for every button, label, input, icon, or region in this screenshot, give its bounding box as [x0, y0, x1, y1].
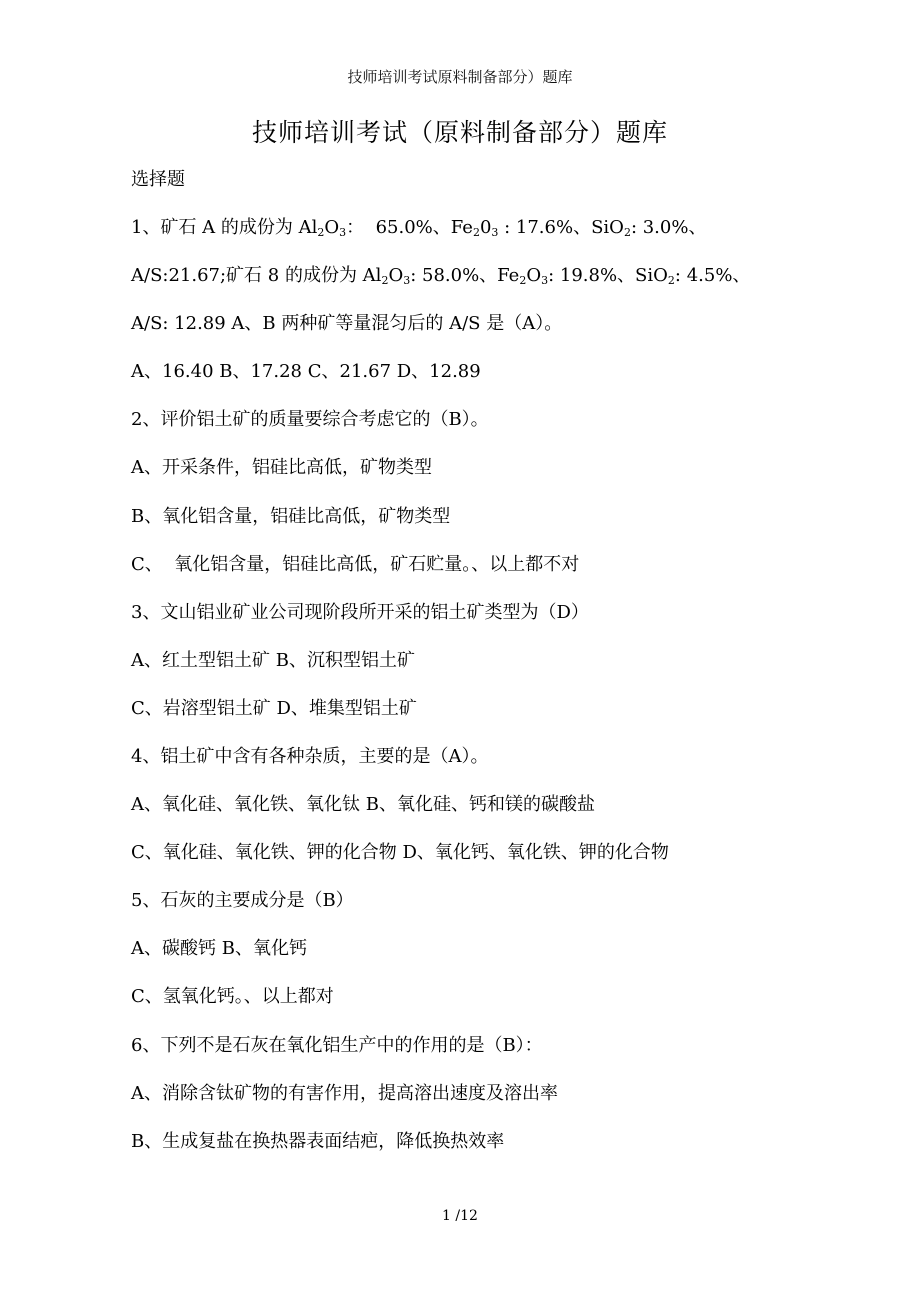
question-1-options: A、16.40 B、17.28 C、21.67 D、12.89	[131, 361, 481, 382]
text-line: A、碳酸钙 B、氧化钙	[131, 938, 307, 959]
text-line: 3、文山铝业矿业公司现阶段所开采的铝土矿类型为（D）	[131, 602, 589, 623]
page-number: 1 /12	[442, 1208, 478, 1224]
text-line: A、氧化硅、氧化铁、氧化钛 B、氧化硅、钙和镁的碳酸盐	[131, 794, 595, 815]
text-line: B、氧化铝含量，铝硅比高低，矿物类型	[131, 506, 451, 527]
text-line: 5、石灰的主要成分是（B）	[131, 890, 354, 911]
question-1-line-3: A/S: 12.89 A、B 两种矿等量混匀后的 A/S 是（A）。	[131, 313, 563, 334]
text-line: C、 氧化铝含量，铝硅比高低，矿石贮量。、以上都不对	[131, 554, 580, 575]
text-line: C、岩溶型铝土矿 D、堆集型铝土矿	[131, 698, 417, 719]
text-line: A、开采条件，铝硅比高低，矿物类型	[131, 457, 432, 478]
text-line: A、红土型铝土矿 B、沉积型铝土矿	[131, 650, 415, 671]
text-line: 2、评价铝土矿的质量要综合考虑它的（B）。	[131, 409, 489, 430]
text-line: C、氢氧化钙。、以上都对	[131, 986, 334, 1007]
document-title: 技师培训考试（原料制备部分）题库	[251, 118, 668, 147]
text-line: B、生成复盐在换热器表面结疤，降低换热效率	[131, 1131, 505, 1152]
section-heading: 选择题	[131, 169, 185, 190]
text-line: 6、下列不是石灰在氧化铝生产中的作用的是（B）：	[131, 1035, 543, 1056]
text-line: 4、铝土矿中含有各种杂质，主要的是（A）。	[131, 746, 489, 767]
running-header: 技师培训考试原料制备部分）题库	[347, 68, 573, 86]
question-1-line-1: 1、矿石 A 的成份为 $Al_2O_3$： 65.0%、$Fe_20_3$ : 17.6%、SiO$_2$: 3.0%、	[131, 217, 707, 239]
question-1-line-2: A/S:21.67;矿石 8 的成份为 $Al_2O_3$: 58.0%、$Fe_2O_3$: 19.8%、SiO$_2$: 4.5%、	[131, 265, 751, 287]
text-line: A、消除含钛矿物的有害作用，提高溶出速度及溶出率	[131, 1083, 558, 1104]
text-line: C、氧化硅、氧化铁、钾的化合物 D、氧化钙、氧化铁、钾的化合物	[131, 842, 669, 863]
